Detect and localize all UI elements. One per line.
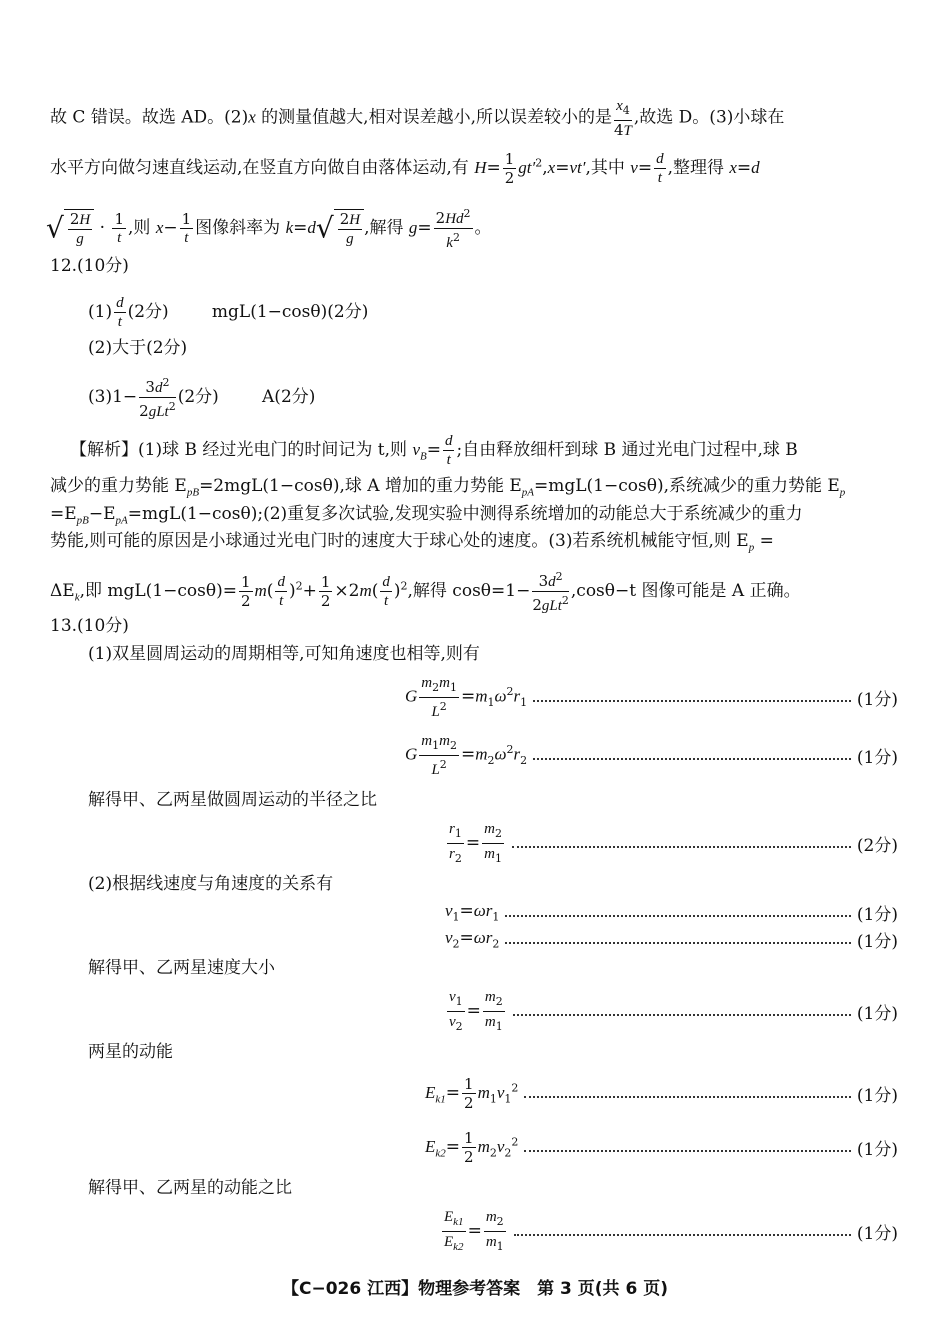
fraction: $\frac{1}{2}$ [464,1074,474,1112]
fraction: $\frac{1}{2}$ [240,573,251,610]
text: ,cosθ−t 图像可能是 A 正确。 [570,581,801,601]
fraction: $\frac{m_2m_1}{L^2}$ [421,675,457,720]
text: (2分) [177,387,219,407]
p1-line3: √ $\frac{2H}{g}$ · $\frac{1}{t}$ ,则 x− $\frac{1}{t}$ 图像斜率为 k=d√ $\frac{2H}{g}$ ,解得 g= $\frac{2Hd^2}{k^2}$ 。 [46,207,492,251]
text: =mgL(1−cosθ),系统减少的重力势能 E [534,476,840,496]
score: (2分) [856,835,898,856]
q12-answer-1 [88,294,368,331]
text: ,则 [128,218,156,238]
score: (1分) [856,1139,898,1160]
fraction: $\frac{3d^2}{2gLt^2}$ [139,376,176,420]
score: (1分) [856,1003,898,1024]
text: = [754,531,774,551]
fraction: $\frac{d}{t}$ [116,295,124,330]
text: ,整理得 [667,158,730,178]
leader-dots [514,1234,851,1236]
text: mgL(1−cosθ)(2分) [211,302,369,322]
q12-answer-2: (2)大于(2分) [88,338,188,358]
fraction: $\frac{1}{t}$ [114,210,124,246]
leader-dots [524,1150,851,1152]
equation-4: $v_1=\omega r_1$ (1分) [445,900,898,925]
leader-dots [533,700,851,702]
q12-explanation-3: $=E_{pB}-E_{pA}=mgL(1-\cos\theta);(2)$重复多次试验,发现实验中测得系统增加的动能总大于系统减少的重力 [50,504,803,527]
text: ΔE [50,581,75,601]
page-footer: 【C−026 江西】物理参考答案 第 3 页(共 6 页) [282,1279,668,1299]
leader-dots [505,942,850,944]
score: (1分) [856,1223,898,1244]
text: 势能,则可能的原因是小球通过光电门时的速度大于球心处的速度。(3)若系统机械能守恒,则 E [50,531,749,551]
q12-explanation-2: 减少的重力势能 $E_{pB}=2mgL(1-\cos\theta)$,球 A 增加的重力势能 $E_{pA}=mgL(1-\cos\theta)$,系统减少的重力势能 $E_p$ [50,476,846,499]
score: (1分) [856,1085,898,1106]
q12-answer-3 [88,374,315,421]
fraction: $\frac{x_4}{4T}$ [613,98,632,139]
fraction: $\frac{m_1m_2}{L^2}$ [421,733,457,778]
q13-text-5: 两星的动能 [88,1042,173,1062]
equation-5: $v_2=\omega r_2$ (1分) [445,927,898,952]
text: ,即 mgL(1−cosθ)= [79,581,237,601]
fraction: $\frac{d}{t}$ [444,433,453,468]
p1-line1: 故 C 错误。故选 AD。(2)x 的测量值越大,相对误差越小,所以误差较小的是 $\frac{x_4}{4T}$ ,故选 D。(3)小球在 [50,98,785,139]
fraction: $\frac{m_2}{m_1}$ [485,1208,504,1253]
fraction: $\frac{r_1}{r_2}$ [449,820,462,865]
leader-dots [505,915,850,917]
q12-heading: 12.(10分) [50,256,129,276]
q12-explanation-1: 【解析】(1)球 B 经过光电门的时间记为 t,则 $v_B=$ $\frac{d}{t}$ ;自由释放细杆到球 B 通过光电门过程中,球 B [70,433,798,468]
equation-8: $E_{k2}=$ $\frac{1}{2}$ $m_2v_2^2$ (1分) [425,1128,898,1166]
q13-text-1: (1)双星圆周运动的周期相等,可知角速度也相等,则有 [88,644,480,664]
fraction: $\frac{m_2}{m_1}$ [484,988,503,1033]
equation-2: G $\frac{m_1m_2}{L^2}$ $=m_2\omega^2r_2$ (1分) [405,733,898,778]
text: −E [88,504,116,524]
q12-explanation-4: 势能,则可能的原因是小球通过光电门时的速度大于球心处的速度。(3)若系统机械能守恒,则 $E_p$ = [50,531,774,554]
text: 【解析】(1)球 B 经过光电门的时间记为 t,则 [70,440,413,460]
score: (1分) [856,904,898,925]
text: 减少的重力势能 E [50,476,187,496]
fraction: $\frac{2Hd^2}{k^2}$ [435,207,471,251]
text: =E [50,504,77,524]
fraction: $\frac{3d^2}{2gLt^2}$ [532,570,569,614]
text: 的测量值越大,相对误差越小,所以误差较小的是 [255,107,612,128]
equation-3: $\frac{r_1}{r_2}$ = $\frac{m_2}{m_1}$ (2分) [445,820,898,866]
score: (1分) [856,931,898,952]
fraction: $\frac{v_1}{v_2}$ [449,988,463,1033]
q13-text-3: (2)根据线速度与角速度的关系有 [88,874,334,894]
fraction: $\frac{2H}{g}$ [339,210,361,247]
text: =2mgL(1−cosθ),球 A 增加的重力势能 E [199,476,522,496]
q12-explanation-5: $\Delta E_k$,即 mgL(1−cosθ)= $\frac{1}{2}$ m( $\frac{d}{t}$ )$^2$+ $\frac{1}{2}$ ×2m( $\frac{d}{t}$ )$^2$,解得 cosθ=1− $\frac{3d^2}{2gLt^2}$ ,cosθ−t 图像可能是 A 正确。 [50,570,801,614]
text: =mgL(1−cosθ);(2)重复多次试验,发现实验中测得系统增加的动能总大于系统减少的重力 [127,504,803,524]
text: 水平方向做匀速直线运动,在竖直方向做自由落体运动,有 [50,158,475,178]
score: (1分) [856,747,898,768]
text: 图像斜率为 [195,218,286,238]
leader-dots [513,1014,851,1016]
text: (3)1− [88,387,138,407]
fraction: $\frac{d}{t}$ [382,574,390,609]
text: ,故选 D。(3)小球在 [633,107,785,128]
text: ,解得 cosθ=1− [407,581,531,601]
text: ,其中 [585,158,631,178]
text: A(2分) [262,387,316,407]
fraction: $\frac{1}{t}$ [181,210,192,246]
text: 故 C 错误。故选 AD。(2) [50,107,249,128]
q13-text-6: 解得甲、乙两星的动能之比 [88,1178,292,1198]
text: (1) [88,302,113,322]
text: ;自由释放细杆到球 B 通过光电门过程中,球 B [456,440,798,460]
fraction: $\frac{d}{t}$ [656,151,664,186]
fraction: $\frac{m_2}{m_1}$ [484,820,502,865]
score: (1分) [856,689,898,710]
equation-1: G $\frac{m_2m_1}{L^2}$ $=m_1\omega^2r_1$ (1分) [405,675,898,720]
fraction: $\frac{2H}{g}$ [69,210,91,247]
fraction: $\frac{1}{2}$ [504,150,515,187]
leader-dots [533,758,851,760]
equation-6: $\frac{v_1}{v_2}$ = $\frac{m_2}{m_1}$ (1分) [445,988,898,1034]
fraction: $\frac{1}{2}$ [320,573,331,610]
text: 。 [474,218,492,238]
equation-9: $\frac{E_{k1}}{E_{k2}}$ = $\frac{m_2}{m_1}$ (1分) [440,1208,898,1254]
fraction: $\frac{1}{2}$ [464,1128,474,1166]
leader-dots [512,846,851,848]
equation-7: $E_{k1}=$ $\frac{1}{2}$ $m_1v_1^2$ (1分) [425,1074,898,1112]
q13-text-4: 解得甲、乙两星速度大小 [88,958,275,978]
fraction: $\frac{E_{k1}}{E_{k2}}$ [444,1208,464,1253]
p1-line2: 水平方向做匀速直线运动,在竖直方向做自由落体运动,有 H= $\frac{1}{2}$ $gt'^2,x=vt'$,其中 v= $\frac{d}{t}$ ,整理得 x=d [50,150,760,187]
fraction: $\frac{d}{t}$ [277,574,285,609]
leader-dots [524,1096,851,1098]
text: ,解得 [364,218,409,238]
q13-text-2: 解得甲、乙两星做圆周运动的半径之比 [88,790,377,810]
q13-heading: 13.(10分) [50,616,129,636]
text: (2分) [127,302,169,322]
